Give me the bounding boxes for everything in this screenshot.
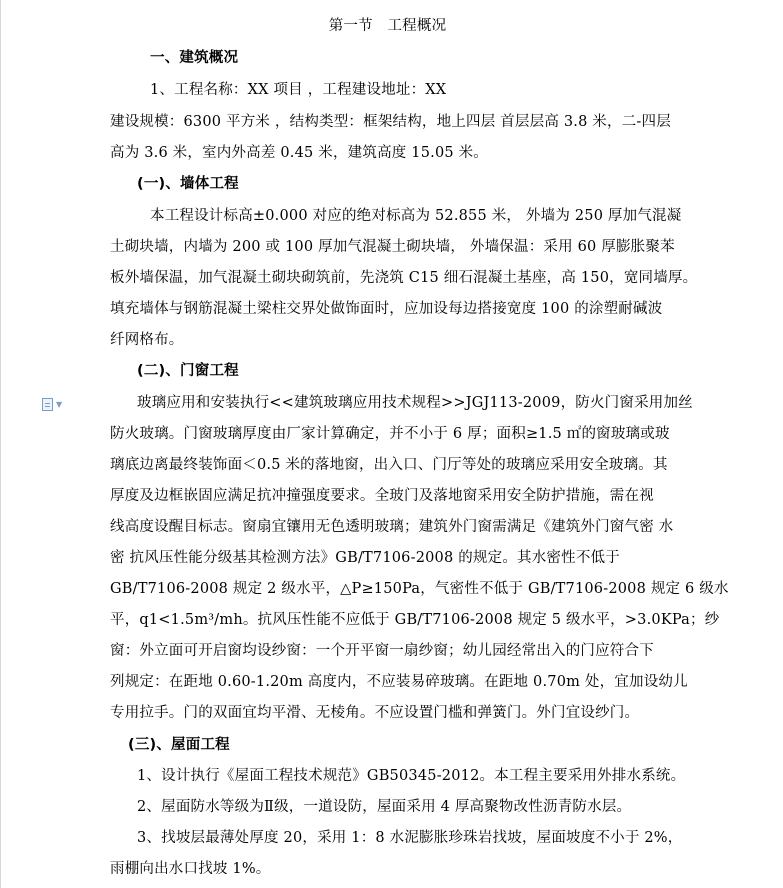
paragraph-line: 璃底边离最终装饰面＜0.5 米的落地窗，出入口、门厅等处的玻璃应采用安全玻璃。其 xyxy=(110,457,668,473)
paragraph-line: 3、找坡层最薄处厚度 20，采用 1：8 水泥膨胀珍珠岩找坡，屋面坡度不小于 2%， xyxy=(137,830,683,846)
paragraph-line: 1、工程名称：XX 项目 ，工程建设地址：XX xyxy=(150,82,447,98)
paragraph-line: 2、屋面防水等级为Ⅱ级，一道设防，屋面采用 4 厚高聚物改性沥青防水层。 xyxy=(137,799,632,815)
paragraph-line: 雨棚向出水口找坡 1%。 xyxy=(110,861,271,877)
paragraph-line: 防火玻璃。门窗玻璃厚度由厂家计算确定，并不小于 6 厚；面积≥1.5 ㎡的窗玻璃或玻 xyxy=(110,426,670,442)
paragraph-line: GB/T7106-2008 规定 2 级水平，△P≥150Pa，气密性不低于 GB/T7106-2008 规定 6 级水 xyxy=(110,581,729,597)
paragraph-line: 板外墙保温，加气混凝土砌块砌筑前，先浇筑 C15 细石混凝土基座，高 150，宽同墙厚。 xyxy=(110,270,698,286)
paragraph-line: 建设规模：6300 平方米 ，结构类型：框架结构，地上四层 首层层高 3.8 米，二-四层 xyxy=(110,114,671,130)
section-title: 第一节 工程概况 xyxy=(328,18,447,34)
paragraph-line: 密 抗风压性能分级基其检测方法》GB/T7106-2008 的规定。其水密性不低于 xyxy=(110,550,620,566)
heading-wall-works: (一)、墙体工程 xyxy=(137,176,239,192)
heading-doors-windows: (二)、门窗工程 xyxy=(137,363,239,379)
paragraph-line: 厚度及边框嵌固应满足抗冲撞强度要求。全玻门及落地窗采用安全防护措施，需在视 xyxy=(110,488,654,504)
document-options-icon[interactable]: ▼ xyxy=(42,396,66,412)
paragraph-line: 玻璃应用和安装执行<<建筑玻璃应用技术规程>>JGJ113-2009，防火门窗采用加丝 xyxy=(137,395,693,411)
heading-roof-works: (三)、屋面工程 xyxy=(128,737,230,753)
paragraph-line: 1、设计执行《屋面工程技术规范》GB50345-2012。本工程主要采用外排水系统。 xyxy=(137,768,686,784)
paragraph-line: 填充墙体与钢筋混凝土梁柱交界处做饰面时，应加设每边搭接宽度 100 的涂塑耐碱波 xyxy=(110,301,663,317)
paragraph-line: 土砌块墙，内墙为 200 或 100 厚加气混凝土砌块墙， 外墙保温：采用 60 厚膨胀聚苯 xyxy=(110,239,675,255)
paragraph-line: 平，q1<1.5m³/mh。抗风压性能不应低于 GB/T7106-2008 规定 5 级水平，>3.0KPa；纱 xyxy=(110,612,720,628)
paragraph-line: 窗：外立面可开启窗均设纱窗：一个开平窗一扇纱窗；幼儿园经常出入的门应符合下 xyxy=(110,643,654,659)
heading-building-overview: 一、建筑概况 xyxy=(150,50,239,66)
paragraph-line: 纤网格布。 xyxy=(110,332,184,348)
paragraph-line: 线高度设醒目标志。窗扇宜镶用无色透明玻璃；建筑外门窗需满足《建筑外门窗气密 水 xyxy=(110,519,674,535)
paragraph-line: 专用拉手。门的双面宜均平滑、无棱角。不应设置门槛和弹簧门。外门宜设纱门。 xyxy=(110,705,640,721)
paragraph-line: 本工程设计标高±0.000 对应的绝对标高为 52.855 米， 外墙为 250 厚加气混凝 xyxy=(150,208,682,224)
paragraph-line: 高为 3.6 米，室内外高差 0.45 米，建筑高度 15.05 米。 xyxy=(110,145,489,161)
page-edge xyxy=(0,0,1,888)
paragraph-line: 列规定：在距地 0.60-1.20m 高度内，不应装易碎玻璃。在距地 0.70m 处，宜加设幼儿 xyxy=(110,674,688,690)
